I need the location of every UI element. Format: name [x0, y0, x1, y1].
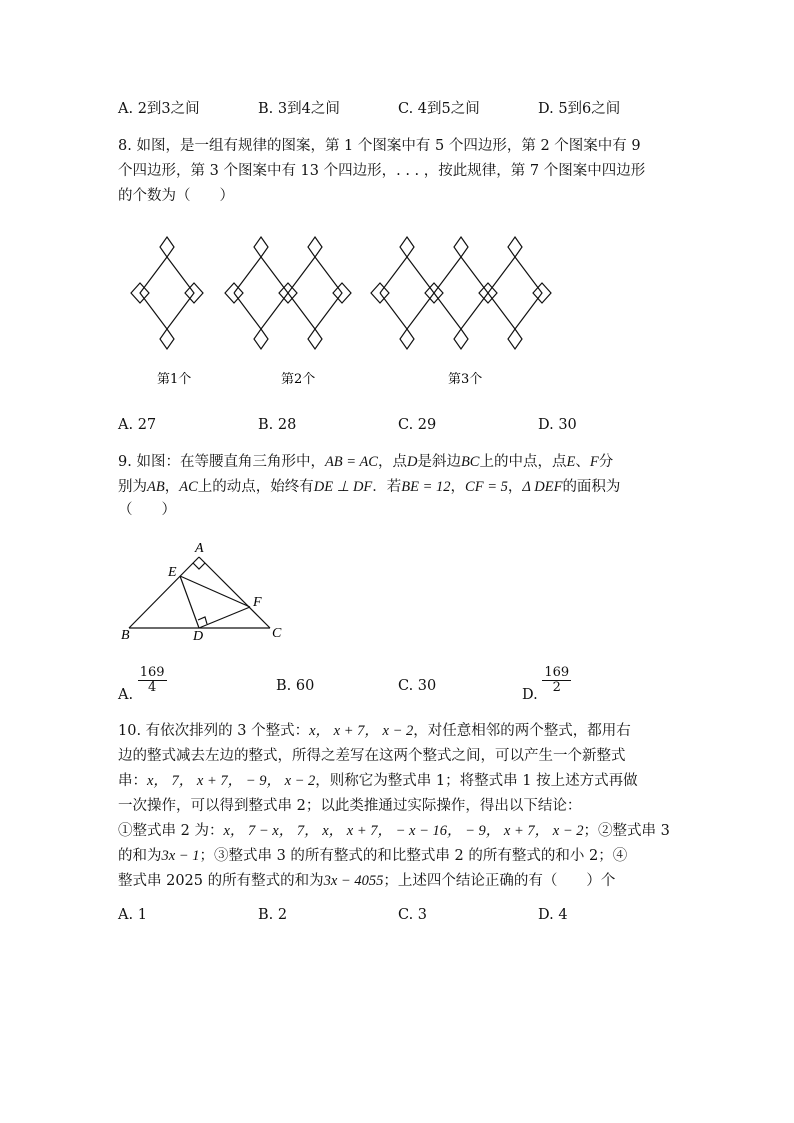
q8-option-b: B. 28: [258, 417, 297, 433]
q10-option-a: A. 1: [118, 907, 147, 923]
q9-option-d: D. $\frac{169}{2}$: [522, 665, 570, 703]
q10-option-c: C. 3: [398, 907, 428, 923]
q9-text-line3: （ ）: [118, 502, 176, 518]
q8-text-line1: 8. 如图，是一组有规律的图案，第 1 个图案中有 5 个四边形，第 2 个图案中有 9: [118, 138, 641, 154]
q9-point-e: E: [168, 565, 177, 580]
q7-option-c: C. 4到5之间: [398, 101, 480, 117]
q8-option-d: D. 30: [538, 417, 577, 433]
q8-option-a: A. 27: [118, 417, 157, 433]
q7-option-a: A. 2到3之间: [118, 101, 200, 117]
q8-text-line3: 的个数为（ ）: [118, 188, 234, 204]
q10-text-line7: 整式串 2025 的所有整式的和为3x − 4055；上述四个结论正确的有（ ）个: [118, 873, 616, 889]
q9-point-d: D: [193, 629, 204, 644]
q8-figure-label-3: 第3个: [448, 372, 483, 387]
q9-text-line2: 别为AB，AC上的动点，始终有DE ⊥ DF．若BE = 12，CF = 5，Δ DEF的面积为: [118, 479, 621, 495]
q10-text-line5: ①整式串 2 为：x， 7 − x， 7， x， x + 7， − x − 16， − 9， x + 7， x − 2；②整式串 3: [118, 823, 670, 839]
q7-option-b: B. 3到4之间: [258, 101, 340, 117]
q10-text-line2: 边的整式减去左边的整式，所得之差写在这两个整式之间，可以产生一个新整式: [118, 748, 626, 764]
q10-option-b: B. 2: [258, 907, 288, 923]
q10-text-line1: 10. 有依次排列的 3 个整式：x， x + 7， x − 2，对任意相邻的两个整式，都用右: [118, 723, 631, 739]
q10-text-line6: 的和为3x − 1；③整式串 3 的所有整式的和比整式串 2 的所有整式的和小 2；④: [118, 848, 628, 864]
q9-point-f: F: [253, 595, 262, 610]
q9-point-c: C: [272, 626, 282, 641]
q10-text-line3: 串：x， 7， x + 7， − 9， x − 2，则称它为整式串 1；将整式串 1 按上述方式再做: [118, 773, 638, 789]
q8-figure-label-1: 第1个: [157, 372, 192, 387]
q9-option-a: A. $\frac{169}{4}$: [118, 665, 165, 703]
q9-option-c: C. 30: [398, 678, 437, 694]
q8-figure-label-2: 第2个: [281, 372, 316, 387]
q8-text-line2: 个四边形，第 3 个图案中有 13 个四边形，. . . ，按此规律，第 7 个图案中四边形: [118, 163, 646, 179]
q9-point-b: B: [121, 628, 130, 643]
q9-point-a: A: [195, 541, 204, 556]
q10-text-line4: 一次操作，可以得到整式串 2；以此类推通过实际操作，得出以下结论：: [118, 798, 582, 814]
q9-text-line1: 9. 如图：在等腰直角三角形中，AB = AC，点D是斜边BC上的中点，点E、F分: [118, 454, 614, 470]
q7-option-d: D. 5到6之间: [538, 101, 621, 117]
q9-option-b: B. 60: [276, 678, 315, 694]
q8-option-c: C. 29: [398, 417, 437, 433]
q10-option-d: D. 4: [538, 907, 568, 923]
